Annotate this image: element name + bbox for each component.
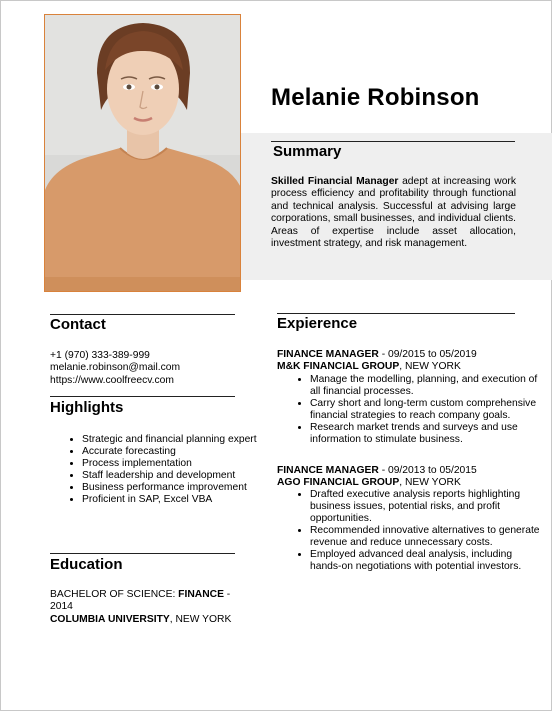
job-bullet: • Employed advanced deal analysis, including hands-on negotiations with potential investors. [310,549,542,573]
job-title: FINANCE MANAGER [277,465,379,476]
education-details [50,589,240,626]
highlights-list [52,434,262,506]
job-company: M&K FINANCIAL GROUP [277,361,400,372]
summary-rule [271,141,515,142]
summary-text [271,176,516,250]
highlights-heading: Highlights [50,399,124,416]
education-rule [50,553,235,554]
job-header [277,349,477,373]
candidate-name: Melanie Robinson [271,84,480,111]
job-bullet: • Drafted executive analysis reports highlighting business issues, potential risks, and profit opportunities. [310,489,542,525]
summary-heading: Summary [273,143,342,160]
school-location: , NEW YORK [169,613,232,625]
job-bullet: • Research market trends and surveys and use information to stimulate business. [310,422,540,446]
highlight-item: • Business performance improvement [82,482,262,494]
education-degree [50,589,240,614]
job-dates: - 09/2015 to 05/2019 [378,349,477,360]
job-bullets [280,489,542,573]
contact-phone: +1 (970) 333-389-999 [50,350,150,361]
contact-rule [50,314,235,315]
contact-website[interactable]: https://www.coolfreecv.com [50,374,174,386]
highlight-item: • Process implementation [82,458,262,470]
job-company-line [277,361,477,373]
job-title-line [277,465,477,477]
experience-rule [277,313,515,314]
job-location: , NEW YORK [399,361,461,372]
degree-field: FINANCE [178,589,224,600]
job-title: FINANCE MANAGER [277,349,379,360]
profile-photo [44,14,241,292]
highlight-item: • Strategic and financial planning expert [82,434,262,446]
experience-heading: Expierence [277,315,358,332]
job-title-line [277,349,477,361]
degree-prefix: BACHELOR OF SCIENCE: [50,589,179,600]
education-school [50,614,240,626]
job-bullet: • Manage the modelling, planning, and execution of all financial processes. [310,374,540,398]
job-location: , NEW YORK [399,477,461,488]
contact-details [50,350,180,387]
job-bullet: • Recommended innovative alternatives to generate revenue and reduce unnecessary costs. [310,525,542,549]
job-company-line [277,477,477,489]
highlight-item: • Staff leadership and development [82,470,262,482]
summary-body: adept at increasing work process efficiency and profitability through functional and technical analysis. Successful at advising large corporations, small businesses, and individual clients. Areas of expertise include asset allocation, investment strategy, and risk management. [271,176,516,250]
highlight-item: • Accurate forecasting [82,446,262,458]
summary-lead: Skilled Financial Manager [271,176,399,187]
degree-years: - 2014 [50,589,231,613]
job-dates: - 09/2013 to 05/2015 [378,465,477,476]
highlights-rule [50,396,235,397]
job-bullet: • Carry short and long-term custom comprehensive financial strategies to reach company goals. [310,398,540,422]
job-company: AGO FINANCIAL GROUP [277,477,400,488]
contact-heading: Contact [50,316,106,333]
education-heading: Education [50,556,123,573]
contact-email[interactable]: melanie.robinson@mail.com [50,362,181,374]
job-header [277,465,477,489]
job-bullets [280,374,540,446]
highlight-item: • Proficient in SAP, Excel VBA [82,494,262,506]
school-name: COLUMBIA UNIVERSITY [50,613,170,625]
